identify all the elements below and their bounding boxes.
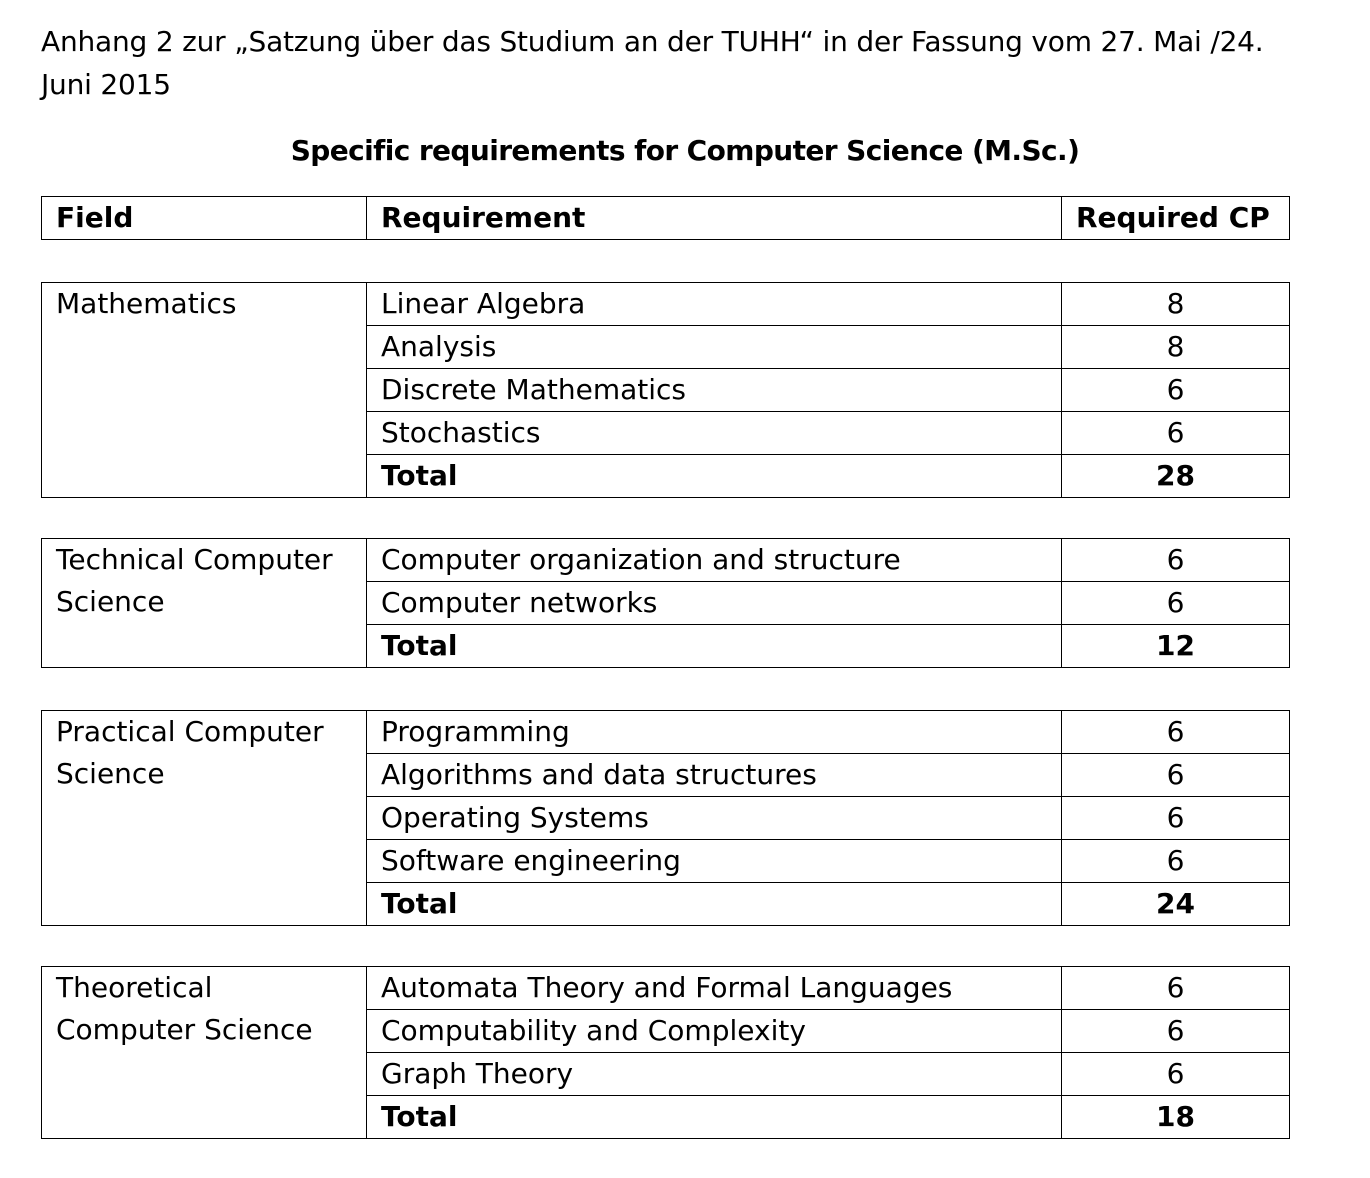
header-field: Field — [42, 197, 367, 240]
requirement-cell: Graph Theory — [367, 1053, 1062, 1096]
requirement-cell: Discrete Mathematics — [367, 369, 1062, 412]
header-table — [41, 196, 1290, 240]
group-table-practical-cs — [41, 710, 1290, 926]
cp-cell: 6 — [1062, 539, 1290, 582]
total-label: Total — [367, 455, 1062, 498]
document-title: Specific requirements for Computer Science (M.Sc.) — [290, 134, 1080, 167]
field-label: Practical Computer Science — [42, 711, 367, 926]
requirement-cell: Computer organization and structure — [367, 539, 1062, 582]
total-cp: 12 — [1062, 625, 1290, 668]
cp-cell: 6 — [1062, 797, 1290, 840]
cp-cell: 6 — [1062, 711, 1290, 754]
table-row — [42, 539, 1290, 582]
requirement-cell: Automata Theory and Formal Languages — [367, 967, 1062, 1010]
requirement-cell: Computability and Complexity — [367, 1010, 1062, 1053]
requirement-cell: Algorithms and data structures — [367, 754, 1062, 797]
total-label: Total — [367, 625, 1062, 668]
field-label: Technical Computer Science — [42, 539, 367, 668]
cp-cell: 6 — [1062, 582, 1290, 625]
field-label: Theoretical Computer Science — [42, 967, 367, 1139]
requirement-cell: Programming — [367, 711, 1062, 754]
field-label: Mathematics — [42, 283, 367, 498]
requirement-cell: Stochastics — [367, 412, 1062, 455]
group-table-mathematics — [41, 282, 1290, 498]
requirement-cell: Analysis — [367, 326, 1062, 369]
total-cp: 24 — [1062, 883, 1290, 926]
header-row — [42, 197, 1290, 240]
requirement-cell: Software engineering — [367, 840, 1062, 883]
header-required-cp: Required CP — [1062, 197, 1290, 240]
cp-cell: 8 — [1062, 283, 1290, 326]
group-table-theoretical-cs — [41, 966, 1290, 1139]
document-heading: Anhang 2 zur „Satzung über das Studium an der TUHH“ in der Fassung vom 27. Mai /24. Juni 2015 — [41, 25, 1264, 101]
header-requirement: Requirement — [367, 197, 1062, 240]
table-row — [42, 283, 1290, 326]
cp-cell: 6 — [1062, 1053, 1290, 1096]
cp-cell: 6 — [1062, 840, 1290, 883]
cp-cell: 6 — [1062, 369, 1290, 412]
cp-cell: 6 — [1062, 1010, 1290, 1053]
table-row — [42, 711, 1290, 754]
total-label: Total — [367, 883, 1062, 926]
cp-cell: 8 — [1062, 326, 1290, 369]
total-cp: 18 — [1062, 1096, 1290, 1139]
requirement-cell: Computer networks — [367, 582, 1062, 625]
cp-cell: 6 — [1062, 754, 1290, 797]
cp-cell: 6 — [1062, 967, 1290, 1010]
cp-cell: 6 — [1062, 412, 1290, 455]
total-cp: 28 — [1062, 455, 1290, 498]
total-label: Total — [367, 1096, 1062, 1139]
group-table-technical-cs — [41, 538, 1290, 668]
requirement-cell: Operating Systems — [367, 797, 1062, 840]
requirement-cell: Linear Algebra — [367, 283, 1062, 326]
table-row — [42, 967, 1290, 1010]
